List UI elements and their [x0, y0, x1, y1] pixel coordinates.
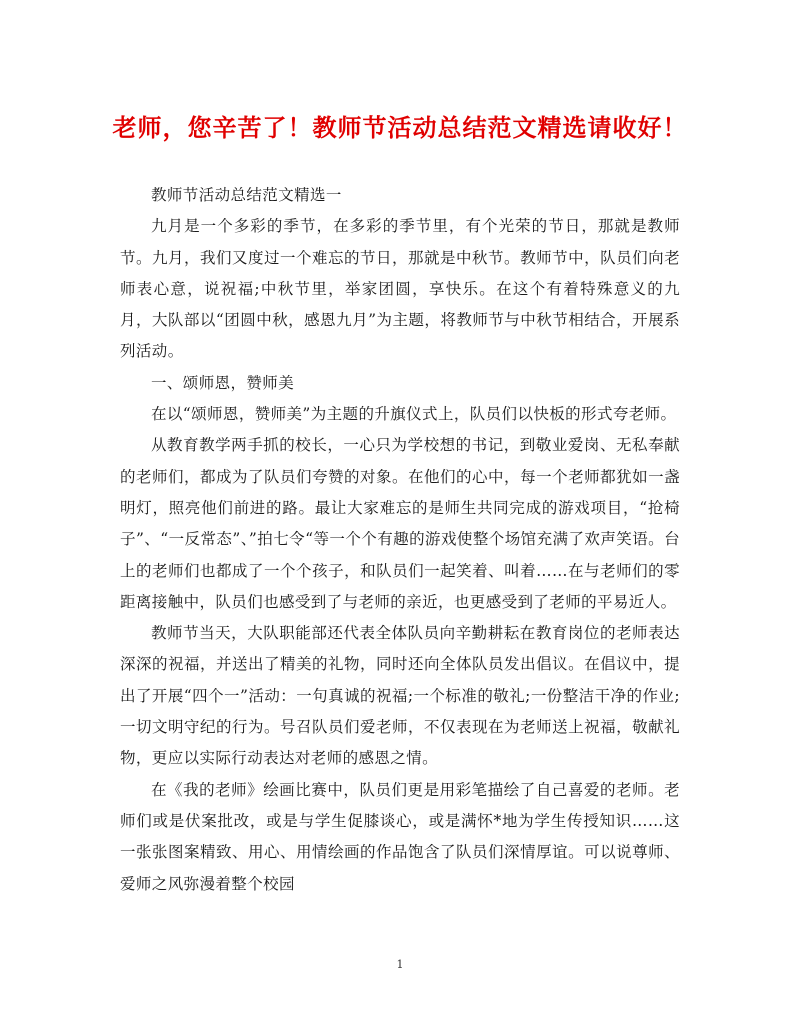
section-heading: 教师节活动总结范文精选一: [151, 186, 342, 204]
document-title: 老师，您辛苦了！教师节活动总结范文精选请收好！: [112, 114, 688, 142]
paragraph: 九月是一个多彩的季节，在多彩的季节里，有个光荣的节日，那就是教师节。九月，我们又度过一个难忘的节日，那就是中秋节。教师节中，队员们向老师表心意，说祝福;中秋节里，举家团圆，享快乐。在这个有着特殊意义的九月，大队部以“团圆中秋，感恩九月”为主题，将教师节与中秋节相结合，开展系列活动。: [120, 217, 680, 361]
subsection-heading: 一、颂师恩，赞师美: [151, 373, 295, 392]
paragraph: 从教育教学两手抓的校长，一心只为学校想的书记，到敬业爱岗、无私奉献的老师们，都成为了队员们夸赞的对象。在他们的心中，每一个老师都犹如一盏明灯，照亮他们前进的路。最让大家难忘的是师生共同完成的游戏项目，“抢椅子”、“一反常态”、”拍七令“等一个个有趣的游戏使整个场馆充满了欢声笑语。台上的老师们也都成了一个个孩子，和队员们一起笑着、叫着……在与老师们的零距离接触中，队员们也感受到了与老师的亲近，也更感受到了老师的平易近人。: [120, 436, 680, 611]
paragraph: 在以“颂师恩，赞师美”为主题的升旗仪式上，队员们以快板的形式夸老师。: [151, 405, 677, 424]
paragraph: 在《我的老师》绘画比赛中，队员们更是用彩笔描绘了自己喜爱的老师。老师们或是伏案批改，或是与学生促膝谈心，或是满怀*地为学生传授知识……这一张张图案精致、用心、用情绘画的作品饱含了队员们深情厚谊。可以说尊师、爱师之风弥漫着整个校园: [120, 780, 680, 893]
page-number: 1: [396, 958, 404, 971]
document-body: [120, 180, 680, 900]
paragraph: 教师节当天，大队职能部还代表全体队员向辛勤耕耘在教育岗位的老师表达深深的祝福，并送出了精美的礼物，同时还向全体队员发出倡议。在倡议中，提出了开展“四个一”活动：一句真诚的祝福;一个标准的敬礼;一份整洁干净的作业;一切文明守纪的行为。号召队员们爱老师，不仅表现在为老师送上祝福，敬献礼物，更应以实际行动表达对老师的感恩之情。: [120, 624, 680, 768]
